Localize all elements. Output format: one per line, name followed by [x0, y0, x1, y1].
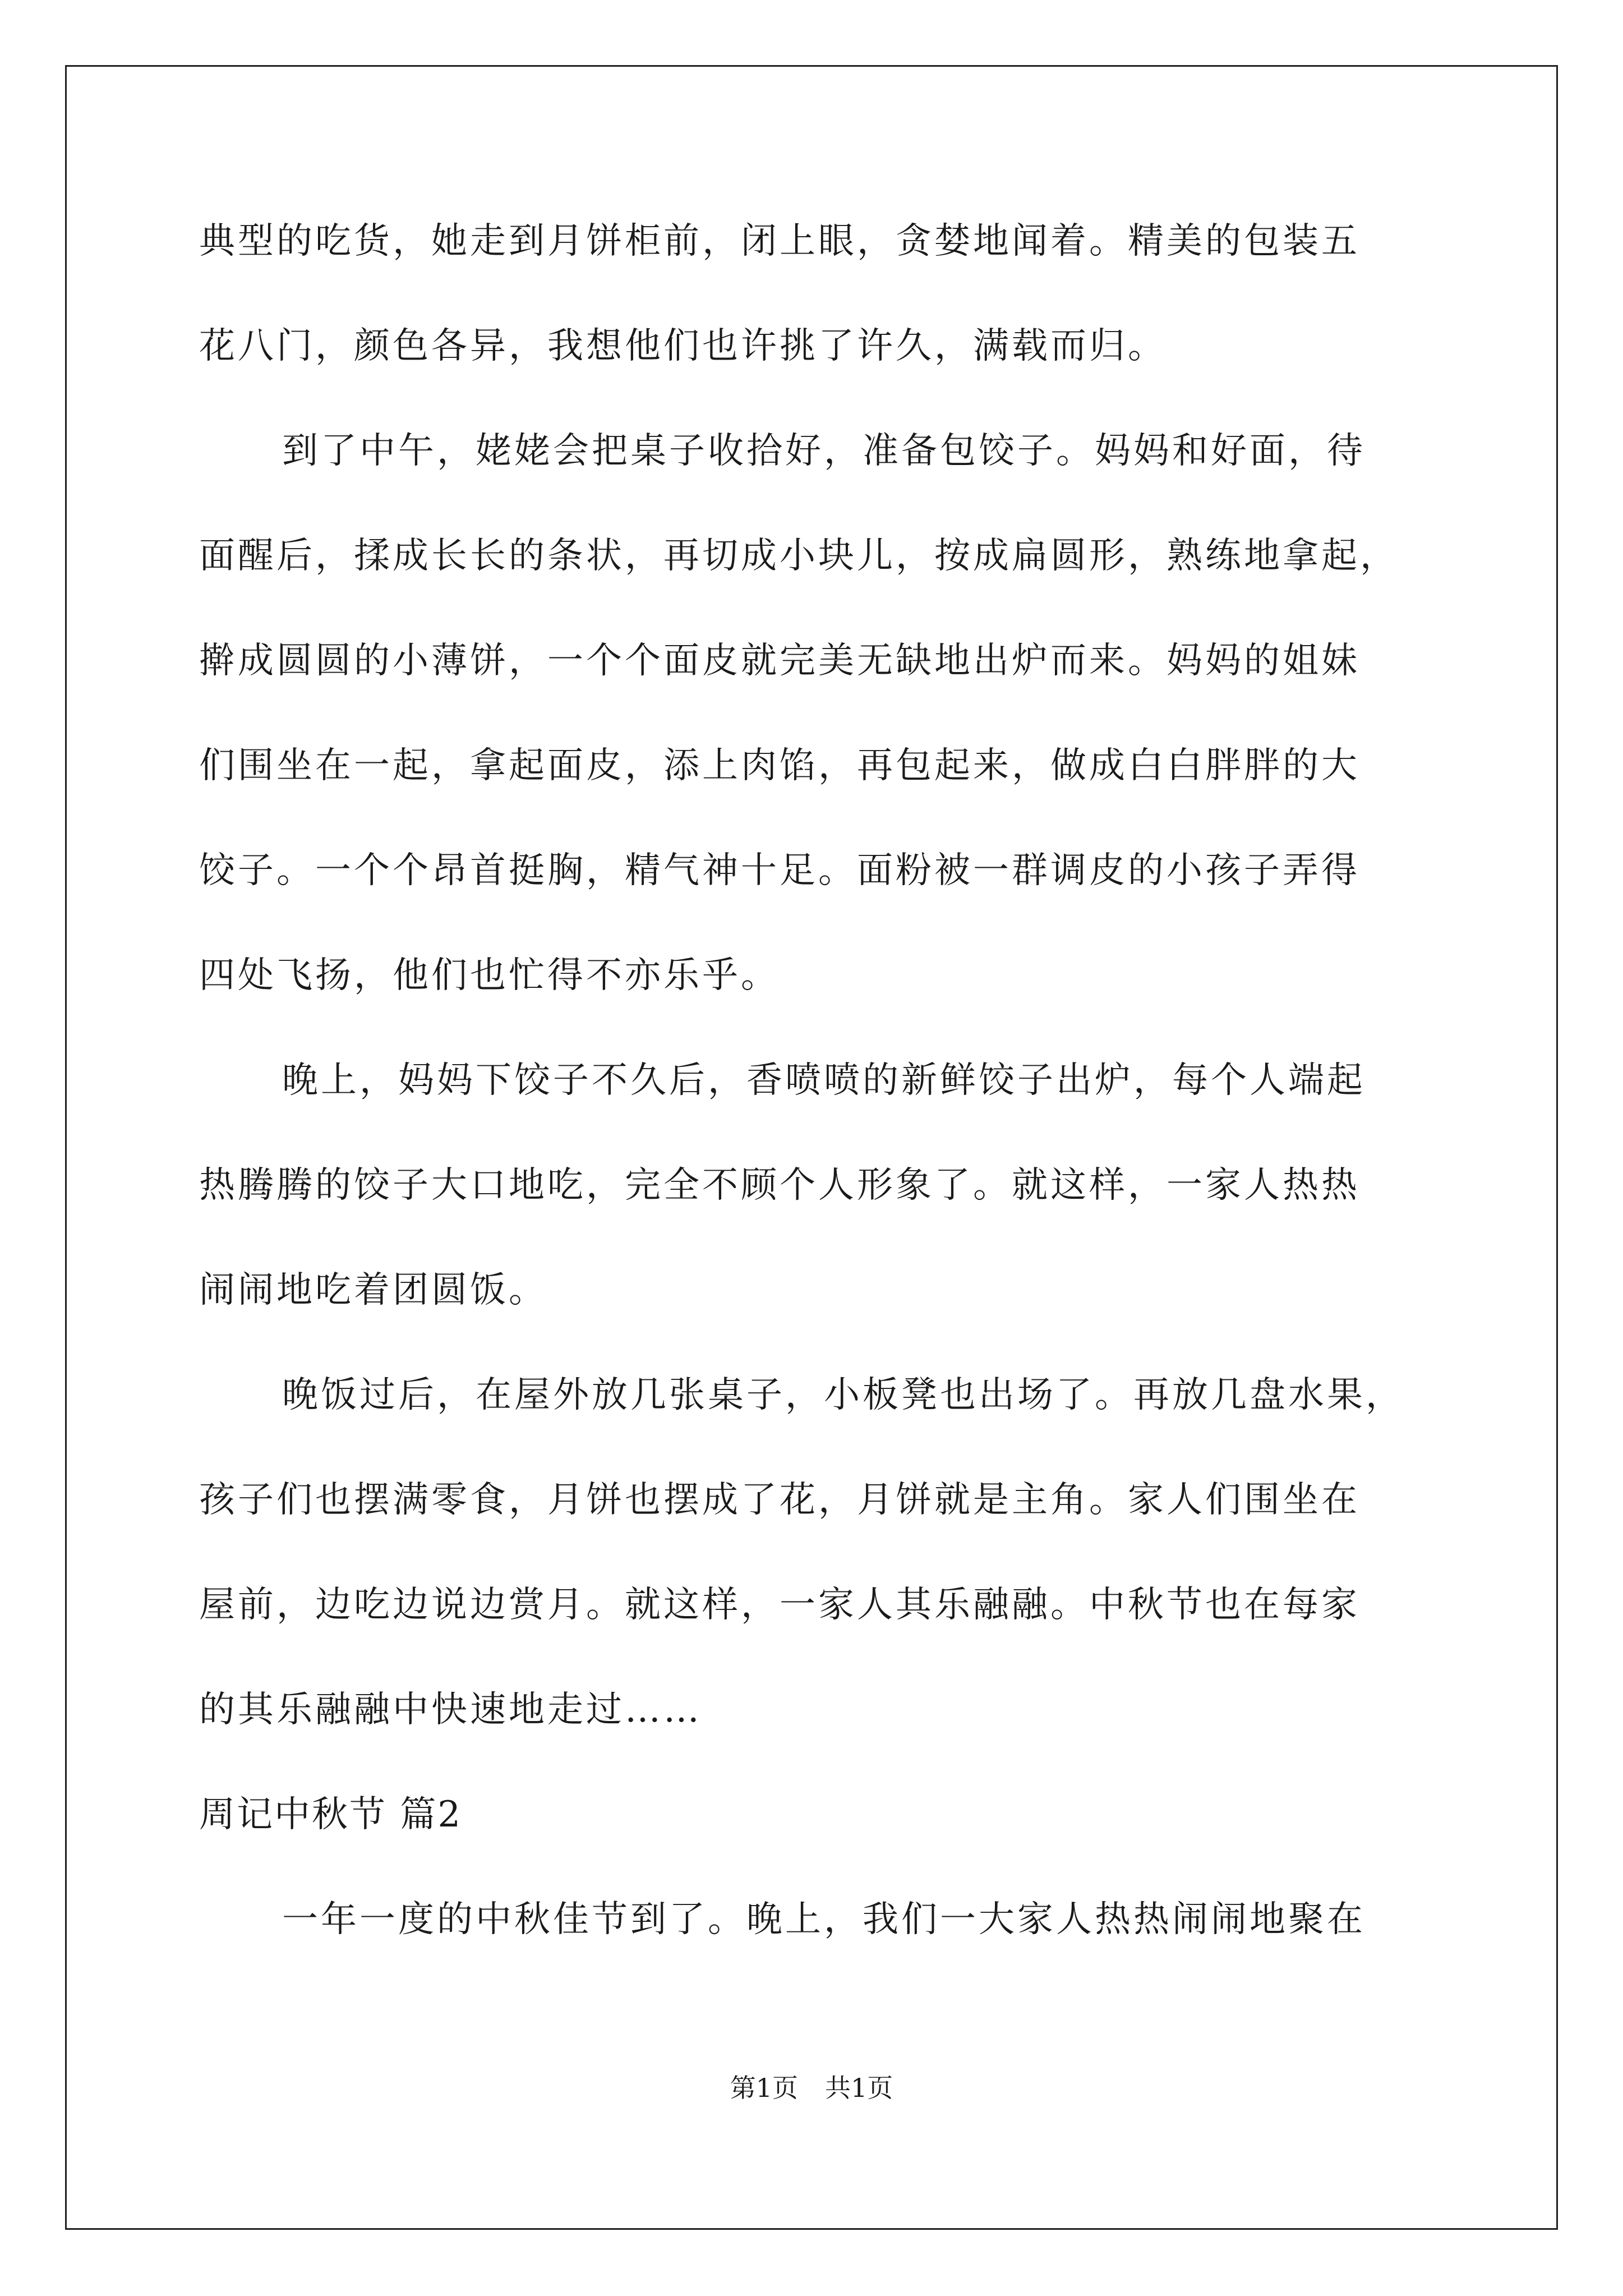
text-line: 的其乐融融中快速地走过…… — [199, 1689, 702, 1731]
document-body — [199, 216, 1438, 1945]
paragraph-start-line: 到了中午，姥姥会把桌子收拾好，准备包饺子。妈妈和好面，待 — [282, 430, 1366, 472]
text-line: 们围坐在一起，拿起面皮，添上肉馅，再包起来，做成白白胖胖的大 — [199, 745, 1360, 786]
text-line: 孩子们也摆满零食，月饼也摆成了花，月饼就是主角。家人们围坐在 — [199, 1479, 1360, 1521]
paragraph-start-line: 晚上，妈妈下饺子不久后，香喷喷的新鲜饺子出炉，每个人端起 — [282, 1060, 1366, 1101]
text-line: 屋前，边吃边说边赏月。就这样，一家人其乐融融。中秋节也在每家 — [199, 1584, 1360, 1626]
page-number: 第1页 — [730, 2073, 798, 2103]
text-line: 擀成圆圆的小薄饼，一个个面皮就完美无缺地出炉而来。妈妈的姐妹 — [199, 640, 1360, 682]
page-footer — [0, 2071, 1623, 2105]
text-line: 典型的吃货，她走到月饼柜前，闭上眼，贪婪地闻着。精美的包装五 — [199, 220, 1360, 262]
text-line: 饺子。一个个昂首挺胸，精气神十足。面粉被一群调皮的小孩子弄得 — [199, 850, 1360, 891]
paragraph-start-line: 一年一度的中秋佳节到了。晚上，我们一大家人热热闹闹地聚在 — [282, 1899, 1366, 1940]
text-line: 热腾腾的饺子大口地吃，完全不顾个人形象了。就这样，一家人热热 — [199, 1165, 1360, 1206]
section-heading: 周记中秋节 篇2 — [199, 1794, 463, 1835]
text-line: 花八门，颜色各异，我想他们也许挑了许久，满载而归。 — [199, 325, 1166, 367]
page-total: 共1页 — [825, 2073, 893, 2103]
text-line: 闹闹地吃着团圆饭。 — [199, 1269, 547, 1311]
text-line: 面醒后，揉成长长的条状，再切成小块儿，按成扁圆形，熟练地拿起， — [199, 535, 1399, 577]
paragraph-start-line: 晚饭过后，在屋外放几张桌子，小板凳也出场了。再放几盘水果， — [282, 1374, 1404, 1416]
text-line: 四处飞扬，他们也忙得不亦乐乎。 — [199, 955, 780, 996]
